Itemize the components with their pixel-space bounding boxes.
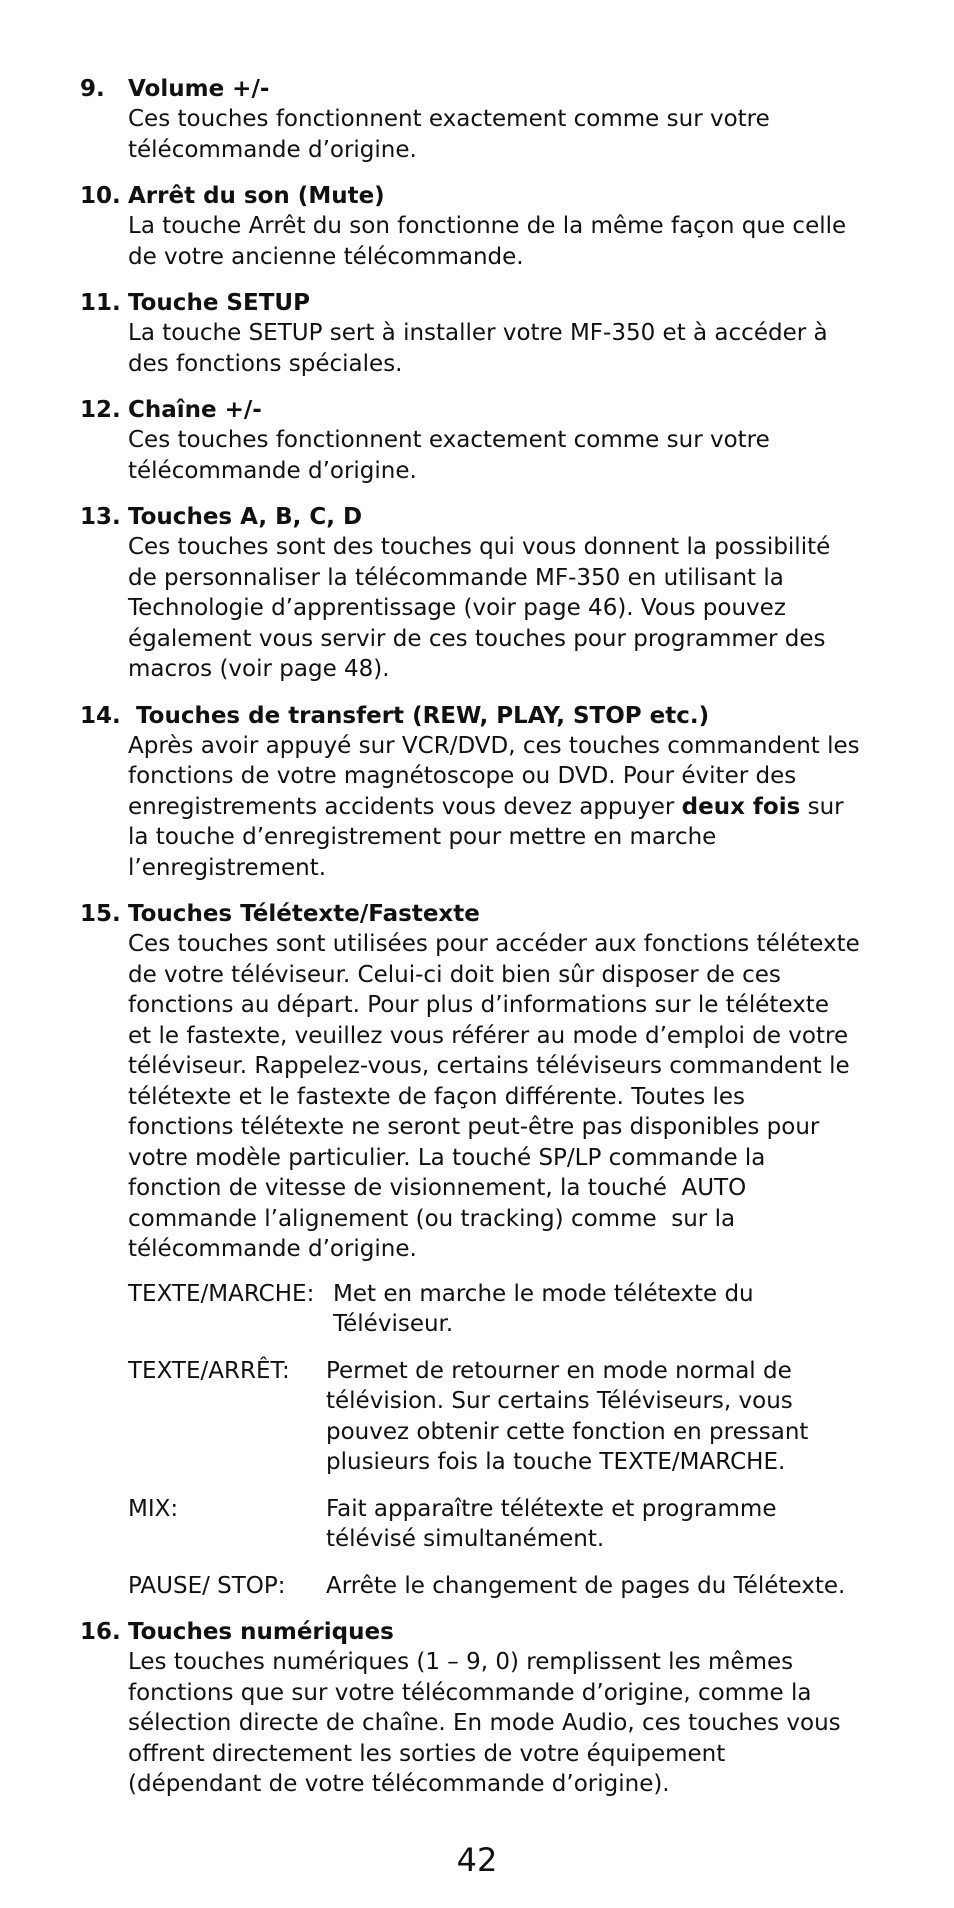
text-line: télévisé simultanément. — [326, 1526, 605, 1552]
item-heading — [80, 181, 900, 211]
text-line: La touche Arrêt du son fonctionne de la même façon que celle — [128, 213, 847, 239]
list-item — [80, 181, 900, 272]
text-fragment: enregistrements accidents vous devez appuyer — [128, 793, 682, 820]
text-line: Les touches numériques (1 – 9, 0) remplissent les mêmes — [128, 1649, 794, 1675]
text-line: fonctions télétexte ne seront peut-être pas disponibles pour — [128, 1114, 820, 1140]
definition-term: PAUSE/ STOP: — [128, 1572, 286, 1599]
item-heading — [80, 502, 900, 532]
definition-description — [326, 1494, 900, 1555]
text-line: sélection directe de chaîne. En mode Audio, ces touches vous — [128, 1710, 841, 1736]
item-description — [128, 425, 900, 486]
definition-row — [128, 1494, 900, 1555]
item-description — [128, 929, 900, 1265]
text-line: l’enregistrement. — [128, 854, 327, 881]
text-line: Ces touches sont des touches qui vous donnent la possibilité — [128, 534, 831, 560]
definition-description — [333, 1279, 900, 1340]
item-title: Arrêt du son (Mute) — [128, 183, 385, 209]
text-line: des fonctions spéciales. — [128, 350, 403, 377]
text-line: Met en marche le mode télétexte du — [333, 1280, 754, 1307]
text-line: téléviseur. Rappelez-vous, certains téléviseurs commandent le — [128, 1053, 850, 1079]
text-line: et le fastexte, veuillez vous référer au mode d’emploi de votre — [128, 1022, 849, 1049]
item-description — [128, 731, 900, 884]
item-title: Touche SETUP — [128, 290, 310, 316]
text-line: votre modèle particulier. La touché SP/LP commande la — [128, 1144, 766, 1171]
list-item — [80, 288, 900, 379]
text-line: de personnaliser la télécommande MF-350 en utilisant la — [128, 564, 784, 591]
text-line: commande l’alignement (ou tracking) comme sur la — [128, 1205, 736, 1232]
text-line: pouvez obtenir cette fonction en pressant — [326, 1418, 809, 1445]
item-title: Volume +/- — [128, 76, 270, 102]
definition-row — [128, 1571, 900, 1602]
text-line: Technologie d’apprentissage (voir page 46). Vous pouvez — [128, 595, 786, 621]
text-line: fonction de vitesse de visionnement, la touché AUTO — [128, 1175, 747, 1201]
text-line: Fait apparaître télétexte et programme — [326, 1495, 777, 1522]
text-line: télécommande d’origine. — [128, 457, 417, 484]
item-description — [128, 318, 900, 379]
item-number: 15. — [80, 901, 121, 927]
definition-term: MIX: — [128, 1495, 179, 1522]
item-number: 16. — [80, 1619, 121, 1645]
item-number: 12. — [80, 397, 121, 423]
list-item — [80, 395, 900, 486]
list-item — [80, 701, 900, 884]
emphasis-text: deux fois — [681, 793, 801, 820]
item-description — [128, 104, 900, 165]
text-line: de votre téléviseur. Celui-ci doit bien sûr disposer de ces — [128, 961, 781, 988]
item-description — [128, 1647, 900, 1800]
item-heading — [80, 395, 900, 425]
definition-row — [128, 1279, 900, 1340]
item-description — [128, 532, 900, 685]
definition-description — [326, 1571, 900, 1602]
definition-term: TEXTE/ARRÊT: — [128, 1357, 290, 1384]
item-title: Chaîne +/- — [128, 397, 262, 423]
item-title: Touches de transfert (REW, PLAY, STOP etc.) — [128, 702, 710, 729]
text-line — [128, 792, 900, 823]
item-title: Touches Télétexte/Fastexte — [128, 901, 480, 927]
item-number: 13. — [80, 504, 121, 530]
text-line: Ces touches fonctionnent exactement comme sur votre — [128, 427, 770, 453]
text-line: fonctions au départ. Pour plus d’informations sur le télétexte — [128, 992, 829, 1018]
list-item — [80, 899, 900, 1601]
text-line: offrent directement les sorties de votre équipement — [128, 1740, 726, 1767]
text-line: fonctions de votre magnétoscope ou DVD. Pour éviter des — [128, 763, 797, 789]
text-line: télévision. Sur certains Téléviseurs, vous — [326, 1388, 793, 1414]
definition-description — [326, 1356, 900, 1478]
text-line: plusieurs fois la touche TEXTE/MARCHE. — [326, 1449, 786, 1475]
definition-row — [128, 1356, 900, 1478]
text-line: fonctions que sur votre télécommande d’origine, comme la — [128, 1679, 812, 1706]
text-line: également vous servir de ces touches pour programmer des — [128, 625, 826, 652]
item-number: 14. — [80, 702, 121, 729]
text-line: macros (voir page 48). — [128, 656, 390, 682]
item-description — [128, 211, 900, 272]
item-title: Touches numériques — [128, 1619, 394, 1645]
text-line: Arrête le changement de pages du Télétexte. — [326, 1572, 846, 1599]
list-item — [80, 502, 900, 685]
text-line: La touche SETUP sert à installer votre MF-350 et à accéder à — [128, 320, 828, 346]
text-line: télécommande d’origine. — [128, 136, 417, 163]
item-number: 9. — [80, 76, 105, 102]
text-line: (dépendant de votre télécommande d’origine). — [128, 1771, 670, 1797]
text-line: Ces touches sont utilisées pour accéder aux fonctions télétexte — [128, 931, 860, 957]
item-heading — [80, 701, 900, 731]
item-title: Touches A, B, C, D — [128, 504, 363, 530]
text-line: Après avoir appuyé sur VCR/DVD, ces touches commandent les — [128, 732, 860, 759]
text-line: Téléviseur. — [333, 1311, 454, 1337]
text-line: télétexte et le fastexte de façon différente. Toutes les — [128, 1083, 746, 1110]
item-heading — [80, 1617, 900, 1647]
item-list — [80, 74, 900, 1816]
text-line: de votre ancienne télécommande. — [128, 243, 524, 270]
text-line: la touche d’enregistrement pour mettre en marche — [128, 824, 717, 850]
definition-term: TEXTE/MARCHE: — [128, 1280, 315, 1307]
page-number: 42 — [456, 1841, 498, 1879]
item-number: 11. — [80, 290, 121, 316]
item-number: 10. — [80, 183, 121, 209]
list-item — [80, 1617, 900, 1800]
text-line: Permet de retourner en mode normal de — [326, 1357, 792, 1384]
list-item — [80, 74, 900, 165]
definition-list — [128, 1279, 900, 1602]
item-heading — [80, 899, 900, 929]
item-heading — [80, 74, 900, 104]
text-line: télécommande d’origine. — [128, 1236, 417, 1262]
text-fragment: sur — [800, 793, 844, 820]
item-heading — [80, 288, 900, 318]
text-line: Ces touches fonctionnent exactement comme sur votre — [128, 106, 770, 132]
